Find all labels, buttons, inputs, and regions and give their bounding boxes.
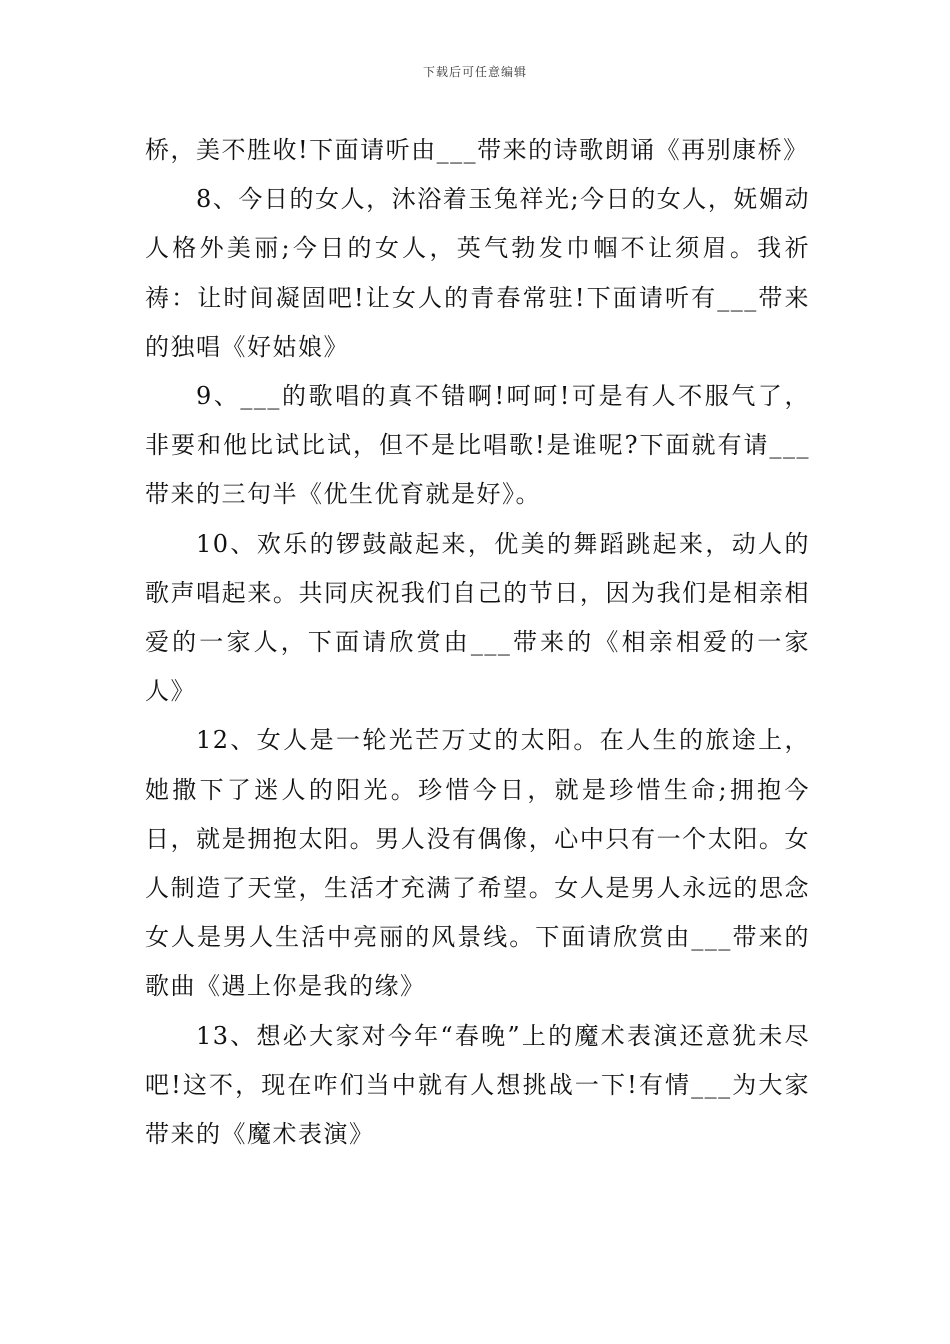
- paragraph-13: 13、想必大家对今年“春晚”上的魔术表演还意犹未尽吧!这不，现在咋们当中就有人想挑战一下!有情___为大家带来的《魔术表演》: [145, 1021, 810, 1149]
- document-body: [145, 126, 810, 1159]
- paragraph-continued: 桥，美不胜收!下面请听由___带来的诗歌朗诵《再别康桥》: [145, 136, 809, 164]
- page-header: 下载后可任意编辑: [422, 65, 527, 79]
- paragraph-9: 9、___的歌唱的真不错啊!呵呵!可是有人不服气了，非要和他比试比试，但不是比唱歌!是谁呢?下面就有请___带来的三句半《优生优育就是好》。: [145, 382, 810, 509]
- paragraph-12: 12、女人是一轮光芒万丈的太阳。在人生的旅途上，她撒下了迷人的阳光。珍惜今日，就是珍惜生命;拥抱今日，就是拥抱太阳。男人没有偶像，心中只有一个太阳。女人制造了天堂，生活才充满了希望。女人是男人永远的思念女人是男人生活中亮丽的风景线。下面请欣赏由___带来的歌曲《遇上你是我的缘》: [145, 726, 810, 1001]
- paragraph-8: 8、今日的女人，沐浴着玉兔祥光;今日的女人，妩媚动人格外美丽;今日的女人，英气勃发巾帼不让须眉。我祈祷：让时间凝固吧!让女人的青春常驻!下面请听有___带来的独唱《好姑娘》: [145, 185, 810, 361]
- paragraph-10: 10、欢乐的锣鼓敲起来，优美的舞蹈跳起来，动人的歌声唱起来。共同庆祝我们自己的节日，因为我们是相亲相爱的一家人，下面请欣赏由___带来的《相亲相爱的一家人》: [145, 529, 810, 706]
